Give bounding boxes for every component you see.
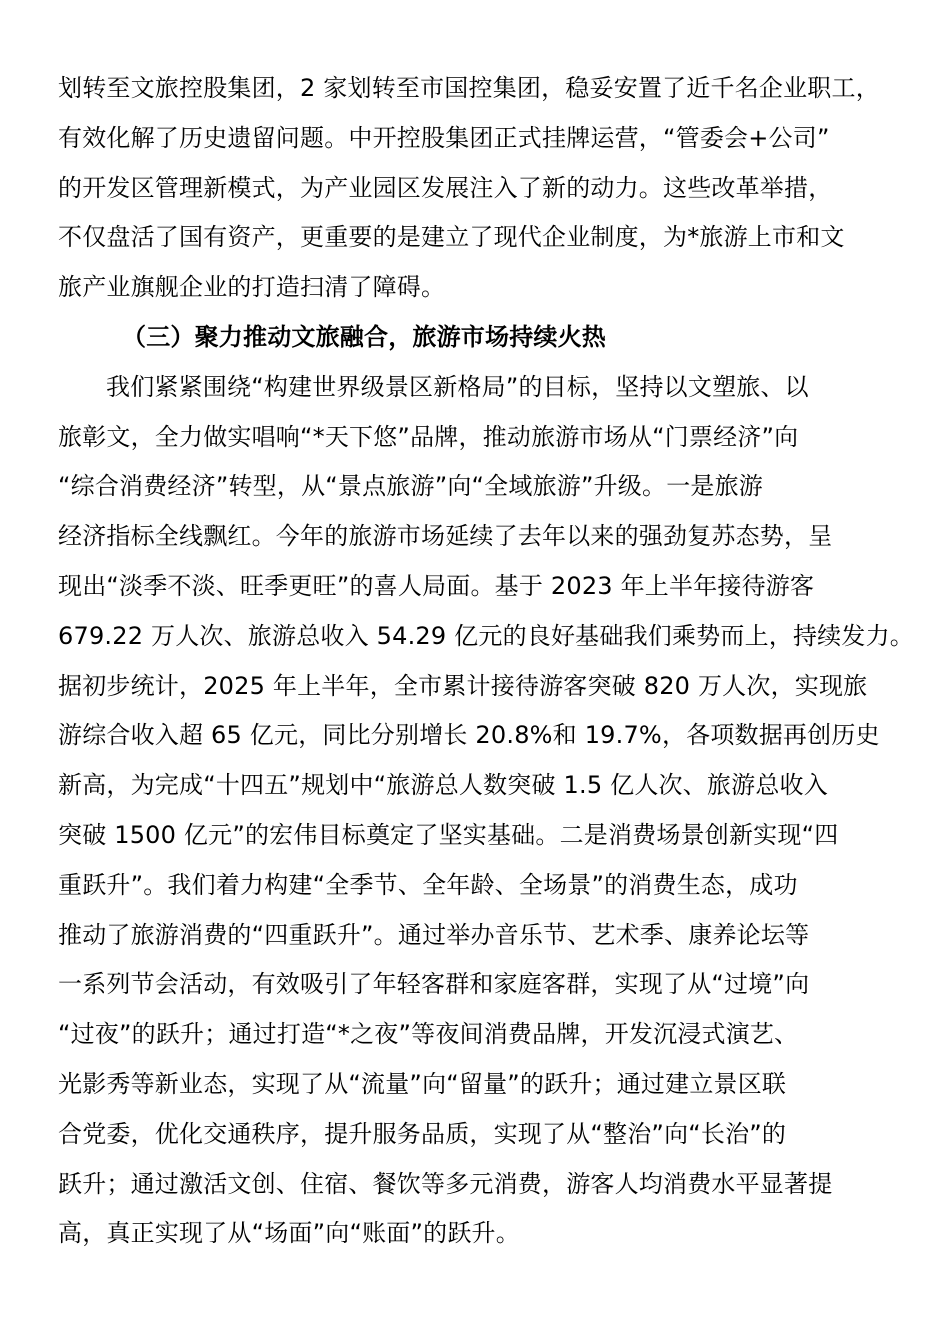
paragraph-line: 突破 1500 亿元”的宏伟目标奠定了坚实基础。二是消费场景创新实现“四	[58, 820, 839, 849]
paragraph-line: 新高，为完成“十四五”规划中“旅游总人数突破 1.5 亿人次、旅游总收入	[58, 771, 828, 800]
section-heading: （三）聚力推动文旅融合，旅游市场持续火热	[122, 322, 606, 351]
paragraph-line: 光影秀等新业态，实现了从“流量”向“留量”的跃升；通过建立景区联	[58, 1069, 787, 1098]
paragraph-line: 旅彰文，全力做实唱响“*天下悠”品牌，推动旅游市场从“门票经济”向	[58, 422, 799, 451]
paragraph-line: 的开发区管理新模式，为产业园区发展注入了新的动力。这些改革举措，	[58, 173, 833, 202]
paragraph-line: 划转至文旅控股集团，2 家划转至市国控集团，稳妥安置了近千名企业职工，	[58, 74, 880, 102]
paragraph-line: 据初步统计，2025 年上半年，全市累计接待游客突破 820 万人次，实现旅	[58, 671, 868, 700]
document-page	[58, 64, 938, 1259]
paragraph-line: “综合消费经济”转型，从“景点旅游”向“全域旅游”升级。一是旅游	[58, 472, 763, 501]
paragraph-line: 推动了旅游消费的“四重跃升”。通过举办音乐节、艺术季、康养论坛等	[58, 920, 810, 949]
paragraph-line: 我们紧紧围绕“构建世界级景区新格局”的目标，坚持以文塑旅、以	[106, 372, 809, 401]
paragraph-line: “过夜”的跃升；通过打造“*之夜”等夜间消费品牌，开发沉浸式演艺、	[58, 1020, 799, 1049]
paragraph-line: 游综合收入超 65 亿元，同比分别增长 20.8%和 19.7%，各项数据再创历史	[58, 721, 880, 750]
paragraph-line: 旅产业旗舰企业的打造扫清了障碍。	[58, 273, 446, 302]
paragraph-line: 一系列节会活动，有效吸引了年轻客群和家庭客群，实现了从“过境”向	[58, 970, 810, 999]
paragraph-line: 重跃升”。我们着力构建“全季节、全年龄、全场景”的消费生态，成功	[58, 870, 798, 899]
paragraph-line: 有效化解了历史遗留问题。中开控股集团正式挂牌运营，“管委会+公司”	[58, 123, 830, 152]
paragraph-line: 不仅盘活了国有资产，更重要的是建立了现代企业制度，为*旅游上市和文	[58, 223, 845, 252]
paragraph-line: 合党委，优化交通秩序，提升服务品质，实现了从“整治”向“长治”的	[58, 1119, 787, 1148]
paragraph-line: 跃升；通过激活文创、住宿、餐饮等多元消费，游客人均消费水平显著提	[58, 1169, 833, 1198]
paragraph-line: 经济指标全线飘红。今年的旅游市场延续了去年以来的强劲复苏态势，呈	[58, 522, 833, 551]
paragraph-line: 现出“淡季不淡、旺季更旺”的喜人局面。基于 2023 年上半年接待游客	[58, 571, 815, 600]
paragraph-line: 679.22 万人次、旅游总收入 54.29 亿元的良好基础我们乘势而上，持续发力。	[58, 621, 914, 650]
paragraph-line: 高，真正实现了从“场面”向“账面”的跃升。	[58, 1219, 520, 1248]
